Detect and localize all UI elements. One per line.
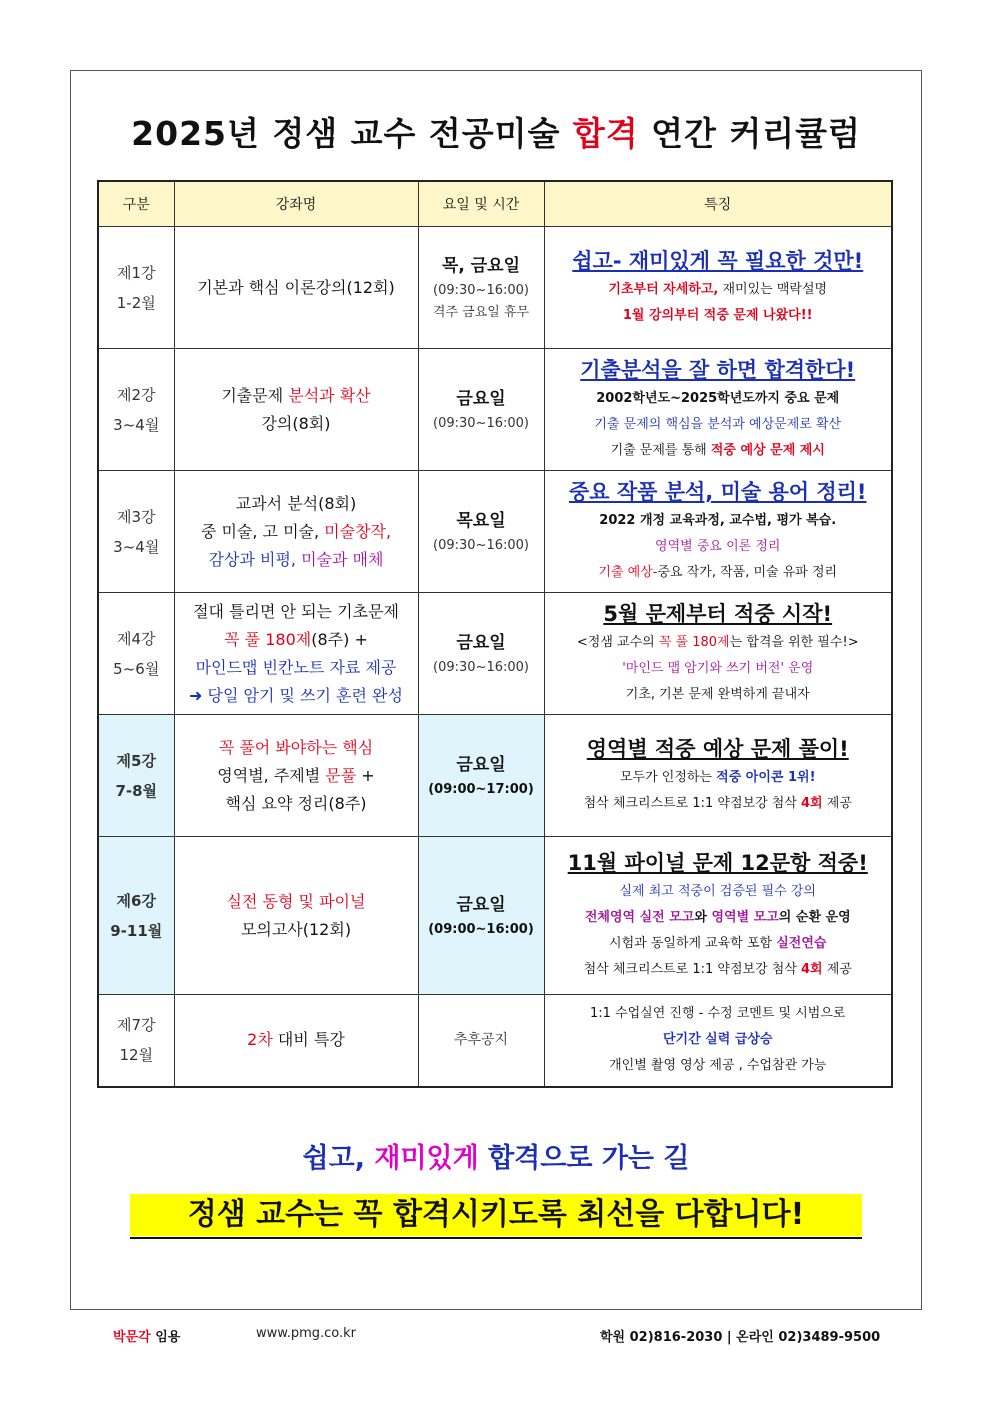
- course-text: 중 미술, 고 미술,: [200, 521, 325, 541]
- feature-text: 1월 강의부터 적중 문제 나왔다!!: [622, 308, 813, 323]
- feature-headline: 기출분석을 잘 하면 합격한다!: [580, 358, 856, 382]
- course-text: 절대 틀리면 안 되는 기초문제: [193, 601, 399, 621]
- feature-text: 의 순환 운영: [778, 910, 851, 925]
- course-text: ➜ 당일 암기 및 쓰기 훈련 완성: [189, 685, 403, 705]
- feature-text: 4회: [801, 796, 823, 811]
- term-months: 3~4월: [113, 537, 160, 556]
- schedule-cell: [418, 995, 544, 1087]
- table-row: [98, 227, 892, 349]
- feature-text: 기출 문제를 통해: [610, 443, 711, 458]
- term-months: 12월: [119, 1046, 154, 1065]
- course-text: 미술창작,: [324, 521, 392, 541]
- schedule-tbd: 추후공지: [453, 1032, 509, 1049]
- term-label: 제2강: [116, 385, 156, 404]
- feature-text: 기초부터 자세하고,: [608, 282, 719, 297]
- schedule-day: 목요일: [456, 510, 506, 531]
- feature-headline: 중요 작품 분석, 미술 용어 정리!: [568, 480, 867, 504]
- features-cell: [544, 593, 892, 715]
- feature-line: [547, 534, 890, 560]
- logo-text: 박문각: [113, 1330, 151, 1345]
- course-text: 마인드맵 빈칸노트 자료 제공: [195, 657, 397, 677]
- course-text: 대비 특강: [272, 1030, 345, 1050]
- feature-text: 중요 작가, 작품, 미술 유파 정리: [657, 565, 838, 580]
- feature-line: [547, 931, 890, 957]
- term-label: 제1강: [116, 263, 156, 282]
- term-label: 제5강: [116, 751, 156, 770]
- course-text: 핵심 요약 정리(8주): [225, 793, 367, 813]
- table-header-row: [98, 181, 892, 227]
- course-cell: [174, 349, 418, 471]
- course-text: 강의(8회): [261, 413, 331, 433]
- feature-text: 기출 문제의 핵심을 분석과 예상문제로 확산: [594, 417, 842, 432]
- feature-text: 시험과 동일하게 교육학 포함: [609, 936, 777, 951]
- course-cell: [174, 227, 418, 349]
- feature-text: 첨삭 체크리스트로 1:1 약점보강 첨삭: [583, 796, 802, 811]
- feature-text: 전체영역 실전 모고: [584, 910, 695, 925]
- features-cell: [544, 227, 892, 349]
- features-cell: [544, 349, 892, 471]
- feature-text: 영역별 모고: [711, 910, 779, 925]
- course-cell: [174, 593, 418, 715]
- features-cell: [544, 995, 892, 1087]
- feature-line: [547, 1053, 890, 1079]
- feature-text: 기초, 기본 문제 완벽하게 끝내자: [625, 687, 810, 702]
- feature-text: 제공: [822, 796, 852, 811]
- feature-text: 모두가 인정하는: [619, 770, 717, 785]
- feature-text: 재미있는 맥락설명: [718, 282, 828, 297]
- features-cell: [544, 837, 892, 995]
- schedule-time: (09:00~16:00): [428, 921, 534, 937]
- header-category: 구분: [98, 181, 174, 227]
- feature-text: 적중 예상 문제 제시: [710, 443, 825, 458]
- feature-text: 4회: [801, 962, 823, 977]
- term-months: 1-2월: [116, 293, 156, 312]
- term-cell: [98, 349, 174, 471]
- feature-text: 기출 예상-: [598, 565, 658, 580]
- title-part2: 연간 커리큘럼: [638, 114, 861, 153]
- feature-line: [547, 656, 890, 682]
- feature-line: [547, 791, 890, 817]
- course-cell: [174, 715, 418, 837]
- course-text: 꼭 풀 180제: [224, 629, 312, 649]
- feature-text: 단기간 실력 급상승: [662, 1032, 773, 1048]
- features-cell: [544, 715, 892, 837]
- feature-text: 는 합격을 위한 필수!>: [729, 635, 859, 650]
- feature-text: <정샘 교수의: [576, 635, 659, 650]
- brand-logo: [113, 1326, 180, 1345]
- feature-text: 1:1 수업실연 진행 - 수정 코멘트 및 시범으로: [590, 1006, 846, 1022]
- feature-line: [547, 412, 890, 438]
- feature-line: [547, 438, 890, 464]
- feature-text: 2002학년도~2025학년도까지 중요 문제: [596, 391, 840, 406]
- website-link[interactable]: www.pmg.co.kr: [256, 1326, 357, 1341]
- feature-line: [547, 879, 890, 905]
- schedule-time: (09:30~16:00): [433, 415, 529, 431]
- footer-slogan: [70, 1136, 922, 1175]
- course-text: 기출문제: [221, 385, 289, 405]
- feature-text: 와: [694, 910, 712, 925]
- schedule-note: 격주 금요일 휴무: [432, 304, 530, 320]
- course-text: +: [356, 765, 375, 785]
- feature-text: 실제 최고 적중이 검증된 필수 강의: [619, 884, 816, 899]
- contact-info: 학원 02)816-2030 | 온라인 02)3489-9500: [600, 1330, 881, 1345]
- feature-line: [547, 765, 890, 791]
- schedule-day: 금요일: [456, 754, 506, 775]
- course-text: 기본과 핵심 이론강의(12회): [197, 277, 395, 297]
- feature-line: [547, 957, 890, 983]
- schedule-day: 금요일: [456, 894, 506, 915]
- feature-text: 제공: [822, 962, 852, 977]
- table-row: [98, 349, 892, 471]
- feature-headline: 영역별 적중 예상 문제 풀이!: [586, 737, 849, 761]
- footer-banner-text: 정샘 교수는 꼭 합격시키도록 최선을 다합니다!: [187, 1197, 805, 1232]
- course-text: 분석과 확산: [288, 385, 371, 405]
- feature-line: [547, 560, 890, 586]
- table-row: [98, 995, 892, 1087]
- term-cell: [98, 471, 174, 593]
- course-cell: [174, 837, 418, 995]
- term-cell: [98, 837, 174, 995]
- header-course: 강좌명: [174, 181, 418, 227]
- title-highlight: 합격: [572, 114, 639, 153]
- page-title: [70, 108, 922, 155]
- slogan-text: 쉽고,: [302, 1143, 375, 1174]
- term-months: 7-8월: [115, 781, 158, 800]
- schedule-day: 목, 금요일: [441, 255, 521, 276]
- feature-line: [547, 1001, 890, 1027]
- course-cell: [174, 471, 418, 593]
- feature-text: 2022 개정 교육과정, 교수법, 평가 복습.: [599, 513, 837, 528]
- schedule-day: 금요일: [456, 632, 506, 653]
- course-text: 실전 동형 및 파이널: [226, 891, 366, 911]
- schedule-cell: [418, 593, 544, 715]
- schedule-cell: [418, 837, 544, 995]
- feature-text: 실전연습: [776, 936, 827, 951]
- logo-suffix: 임용: [150, 1330, 181, 1345]
- schedule-cell: [418, 471, 544, 593]
- course-text: (8주) +: [311, 629, 368, 649]
- course-text: 모의고사(12회): [240, 919, 352, 939]
- feature-headline: 쉽고- 재미있게 꼭 필요한 것만!: [572, 249, 864, 273]
- term-cell: [98, 995, 174, 1087]
- course-cell: [174, 995, 418, 1087]
- footer-banner: [130, 1194, 862, 1236]
- table-row: [98, 715, 892, 837]
- feature-line: [547, 386, 890, 412]
- table-row: [98, 471, 892, 593]
- schedule-time: (09:30~16:00): [433, 537, 529, 553]
- header-schedule: 요일 및 시간: [418, 181, 544, 227]
- term-label: 제6강: [116, 891, 156, 910]
- feature-text: 첨삭 체크리스트로 1:1 약점보강 첨삭: [583, 962, 802, 977]
- feature-line: [547, 508, 890, 534]
- features-cell: [544, 471, 892, 593]
- feature-text: 꼭 풀 180제: [658, 635, 730, 650]
- term-months: 3~4월: [113, 415, 160, 434]
- term-label: 제7강: [116, 1016, 156, 1035]
- feature-line: [547, 277, 890, 303]
- slogan-text: 재미있게: [374, 1143, 479, 1174]
- course-text: 영역별, 주제별: [217, 765, 326, 785]
- feature-text: '마인드 맵 암기와 쓰기 버전' 운영: [622, 661, 814, 676]
- feature-line: [547, 303, 890, 329]
- course-text: 교과서 분석(8회): [235, 493, 357, 513]
- schedule-day: 금요일: [456, 388, 506, 409]
- table-row: [98, 593, 892, 715]
- course-text: 꼭 풀어 봐야하는 핵심: [218, 737, 374, 757]
- feature-line: [547, 905, 890, 931]
- feature-text: 적중 아이콘 1위!: [716, 770, 816, 785]
- schedule-cell: [418, 349, 544, 471]
- feature-line: [547, 682, 890, 708]
- feature-text: 개인별 촬영 영상 제공 , 수업참관 가능: [609, 1058, 827, 1074]
- term-label: 제3강: [116, 507, 156, 526]
- schedule-time: (09:30~16:00): [433, 659, 529, 675]
- course-text: 문풀: [325, 765, 357, 785]
- title-part1: 2025년 정샘 교수 전공미술: [131, 114, 573, 153]
- course-text: 감상과 비평,: [208, 549, 302, 569]
- term-months: 9-11월: [110, 921, 163, 940]
- table-row: [98, 837, 892, 995]
- term-cell: [98, 715, 174, 837]
- curriculum-table: [97, 180, 893, 1088]
- feature-text: 영역별 중요 이론 정리: [655, 539, 781, 554]
- course-text: 미술과 매체: [301, 549, 384, 569]
- schedule-cell: [418, 715, 544, 837]
- schedule-cell: [418, 227, 544, 349]
- feature-headline: 11월 파이널 문제 12문항 적중!: [567, 851, 868, 875]
- course-text: 2차: [247, 1030, 273, 1050]
- schedule-time: (09:30~16:00): [433, 282, 529, 298]
- term-label: 제4강: [116, 629, 156, 648]
- feature-line: [547, 630, 890, 656]
- schedule-time: (09:00~17:00): [428, 781, 534, 797]
- term-cell: [98, 227, 174, 349]
- slogan-text: 합격으로 가는 길: [478, 1143, 690, 1174]
- header-features: 특징: [544, 181, 892, 227]
- feature-line: [547, 1027, 890, 1053]
- term-months: 5~6월: [113, 659, 160, 678]
- feature-headline: 5월 문제부터 적중 시작!: [603, 602, 833, 626]
- term-cell: [98, 593, 174, 715]
